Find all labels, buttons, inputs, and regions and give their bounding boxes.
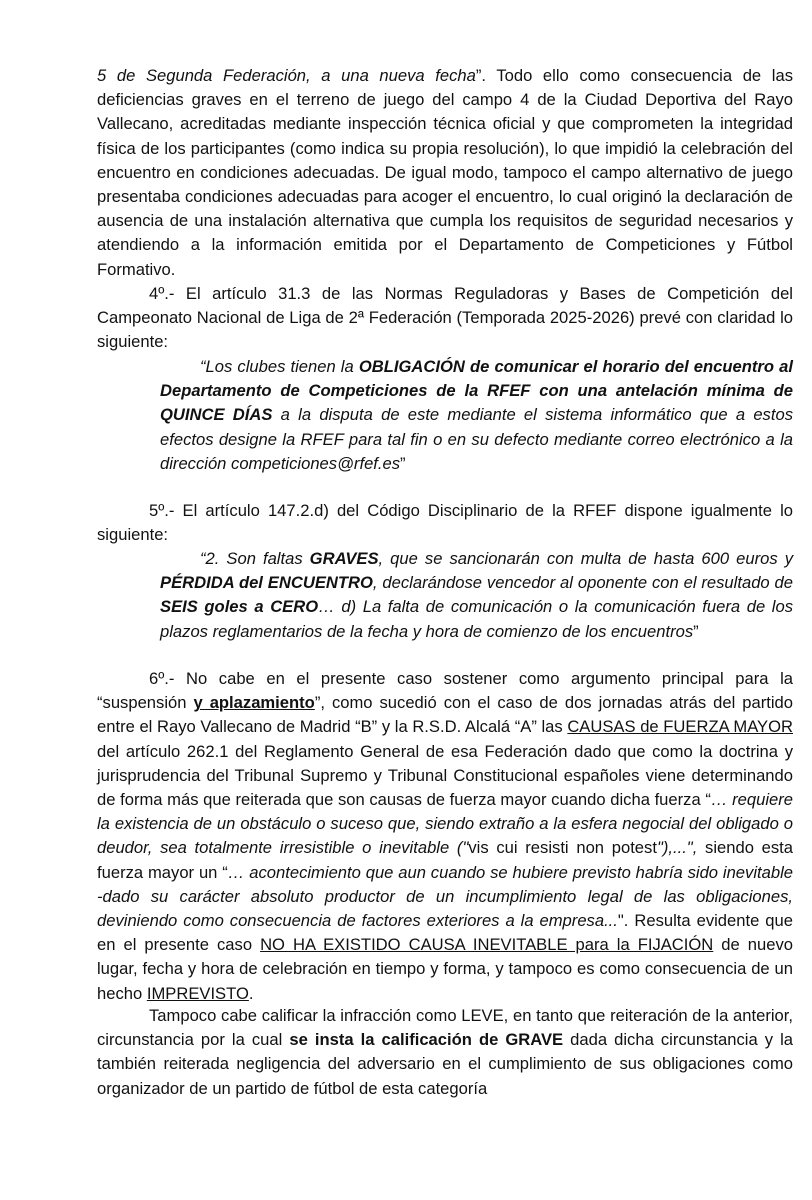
paragraph-text: del artículo 262.1 del Reglamento General de esa Federación dado que como la doctrina y jurisprudencia del Tribunal Supremo y Tribunal Constitucional españoles viene determinando de forma más que reiterada que son causas de fuerza mayor cuando dicha fuerza “: [97, 741, 793, 810]
quote-close-mark: ”: [400, 453, 406, 473]
paragraph-text: 4º.- El artículo 31.3 de las Normas Reguladoras y Bases de Competición del Campeonato Nacional de Liga de 2ª Federación (Temporada 2025-2026) prevé con claridad lo siguiente:: [97, 284, 793, 352]
paragraph-text: 5º.- El artículo 147.2.d) del Código Disciplinario de la RFEF dispone igualmente lo siguiente:: [97, 501, 793, 545]
underlined-text: CAUSAS de FUERZA MAYOR: [567, 717, 793, 737]
italic-quote-end: 5 de Segunda Federación, a una nueva fecha: [97, 66, 476, 85]
paragraph-article-147: [97, 499, 793, 547]
paragraph-continuation: [97, 64, 793, 282]
paragraph-text: de nuevo lugar, fecha y hora de celebración en tiempo y forma, y tampoco es como consecuencia de un hecho: [97, 935, 793, 1003]
quote-normas-reguladoras: [160, 355, 793, 476]
quote-bold-text: PÉRDIDA del ENCUENTRO: [160, 573, 373, 593]
quote-text: a la disputa de este mediante el sistema informático que a estos efectos designe la RFEF para tal fin o en su defecto mediante correo electrónico a la dirección competiciones@rfef.es: [160, 405, 793, 473]
quote-text: “2. Son faltas: [200, 549, 310, 568]
quote-text: , declarándose vencedor al oponente con el resultado de: [372, 573, 793, 593]
quote-bold-text: SEIS goles a CERO: [160, 597, 319, 617]
paragraph-text: ”. Todo ello como consecuencia de las deficiencias graves en el terreno de juego del campo 4 de la Ciudad Deportiva del Rayo Vallecano, acreditadas mediante inspección técnica oficial y que comprometen la integridad física de los participantes (como indica su propia resolución), lo que impidió la celebración del encuentro en condiciones adecuadas. De igual modo, tampoco el campo alternativo de juego presentaba condiciones adecuadas para acoger el encuentro, lo cual originó la declaración de ausencia de una instalación alternativa que cumpla los requisitos de seguridad necesarios y atendiendo a la información emitida por el Departamento de Competiciones y Fútbol Formativo.: [97, 66, 793, 279]
quote-bold-text: OBLIGACIÓN de comunicar el horario del encuentro al Departamento de Competiciones de la RFEF con una antelación mínima de QUINCE DÍAS: [160, 357, 793, 425]
bold-text: se insta la calificación de GRAVE: [289, 1030, 564, 1050]
paragraph-article-31-3: [97, 282, 793, 355]
italic-citation: … requiere la existencia de un obstáculo o suceso que, siendo extraño a la esfera negocial del obligado o deudor, sea totalmente irresistible o inevitable (": [97, 790, 793, 858]
quote-close-mark: ”: [693, 621, 699, 641]
paragraph-calificacion: [97, 1004, 793, 1101]
italic-citation: … acontecimiento que aun cuando se hubiere previsto habría sido inevitable -dado su carácter absoluto productor de un incumplimiento legal de las obligaciones, deviniendo como consecuencia de factores exteriores a la empresa...: [97, 862, 793, 931]
quote-bold-text: GRAVES: [309, 549, 379, 568]
latin-phrase: vis cui resisti non potest: [468, 838, 657, 858]
paragraph-text: ”, como sucedió con el caso de dos jornadas atrás del partido entre el Rayo Vallecano de Madrid “B” y la R.S.D. Alcalá “A” las: [97, 693, 793, 737]
paragraph-text: ". Resulta evidente que en el presente caso: [97, 911, 793, 955]
paragraph-text: siendo esta fuerza mayor un “: [97, 838, 794, 882]
paragraph-text: Tampoco cabe calificar la infracción como LEVE, en tanto que reiteración de la anterior, circunstancia por la cual: [97, 1006, 793, 1050]
underlined-text: NO HA EXISTIDO CAUSA INEVITABLE para la FIJACIÓN: [260, 935, 714, 955]
paragraph-text: dada dicha circunstancia y la también reiterada negligencia del adversario en el cumplimiento de sus obligaciones como organizador de un partido de fútbol de esta categoría: [97, 1030, 793, 1098]
paragraph-text: .: [248, 983, 254, 1003]
paragraph-fuerza-mayor: [97, 667, 793, 1006]
quote-text: “Los clubes tienen la: [200, 357, 359, 376]
quote-text: … d) La falta de comunicación o la comunicación fuera de los plazos reglamentarios de la fecha y hora de comienzo de los encuentros: [160, 597, 793, 641]
underlined-text: IMPREVISTO: [146, 983, 249, 1003]
quote-codigo-disciplinario: [160, 547, 793, 644]
paragraph-text: 6º.- No cabe en el presente caso sostener como argumento principal para la “suspensión: [97, 669, 793, 713]
underlined-bold-text: y aplazamiento: [193, 693, 315, 713]
italic-citation: "),...",: [656, 838, 698, 858]
quote-text: , que se sancionarán con multa de hasta 600 euros y: [378, 549, 793, 568]
